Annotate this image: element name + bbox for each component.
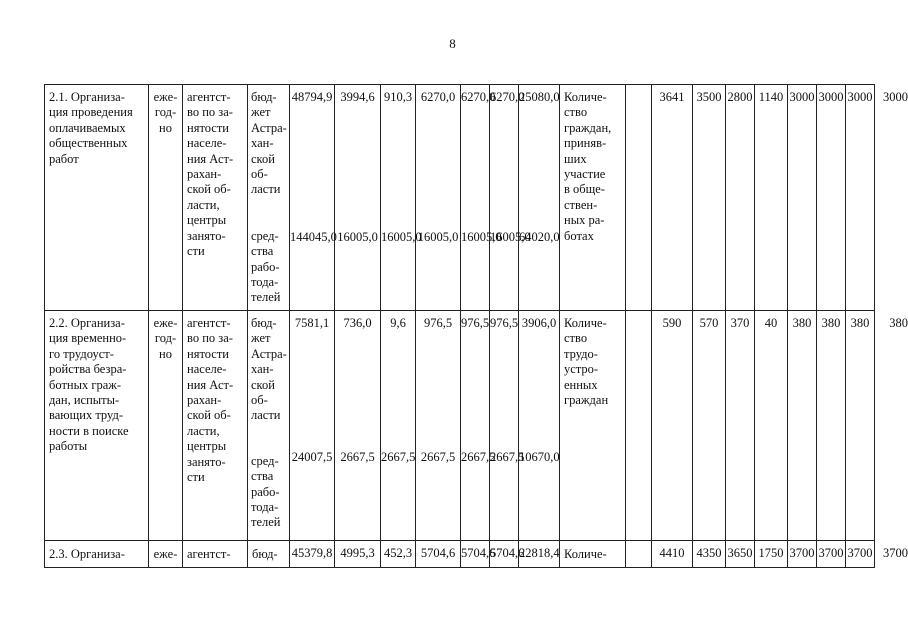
funding-cell: 3994,6 16005,0 — [335, 85, 381, 311]
target-cell: 370 — [726, 311, 755, 541]
target-cell: 3000 3000 — [846, 85, 875, 311]
source-regional-budget: бюд- жет Астра- хан- ской об- ласти — [251, 90, 287, 197]
target-cell: 590 — [652, 311, 693, 541]
source-regional-budget: бюд- жет Астра- хан- ской об- ласти — [251, 316, 287, 423]
target-cell: 380 380 — [846, 311, 875, 541]
funding-cell: 6270,0 16005,0 — [416, 85, 461, 311]
target-cell: 3700 — [788, 541, 817, 568]
target-cell: 3000 — [788, 85, 817, 311]
funding-cell: 452,3 — [381, 541, 416, 568]
measure-name-cell: 2.1. Организа- ция проведения оплачиваемых общественных работ — [45, 85, 149, 311]
funding-cell: 976,5 2667,5 — [416, 311, 461, 541]
target-cell: 3641 — [652, 85, 693, 311]
target-cell: 380 — [817, 311, 846, 541]
funding-cell: 5704,6 — [461, 541, 490, 568]
period-cell: еже- — [149, 541, 183, 568]
measures-table — [44, 84, 908, 568]
target-cell — [626, 85, 652, 311]
funding-cell: 48794,9 144045,0 — [290, 85, 335, 311]
funding-cell: 6270,0 16005,0 — [461, 85, 490, 311]
executor-cell: агентст- во по за- нятости населе- ния Аст- рахан- ской об- ласти, центры занято- сти — [183, 85, 248, 311]
target-cell: 570 — [693, 311, 726, 541]
funding-cell: 976,5 2667,5 — [461, 311, 490, 541]
table-row — [45, 311, 875, 541]
table-row — [45, 541, 875, 568]
funding-total-cell: 25080,0 64020,0 — [519, 85, 560, 311]
funding-source-cell: бюд- — [248, 541, 290, 568]
target-cell: 3700 3700 — [846, 541, 875, 568]
period-cell: еже- год- но — [149, 311, 183, 541]
indicator-cell: Количе- — [560, 541, 626, 568]
funding-cell: 5704,6 — [416, 541, 461, 568]
target-cell: 40 — [755, 311, 788, 541]
target-cell: 380 — [788, 311, 817, 541]
indicator-cell: Количе- ство трудо- устро- енных граждан — [560, 311, 626, 541]
target-cell: 4410 — [652, 541, 693, 568]
funding-total-cell: 22818,4 — [519, 541, 560, 568]
executor-cell: агентст- во по за- нятости населе- ния Аст- рахан- ской об- ласти, центры занято- сти — [183, 311, 248, 541]
funding-source-cell — [248, 311, 290, 541]
measure-name-cell: 2.3. Организа- — [45, 541, 149, 568]
target-cell — [626, 541, 652, 568]
period-cell: еже- год- но — [149, 85, 183, 311]
funding-cell: 45379,8 — [290, 541, 335, 568]
target-cell: 3700 — [817, 541, 846, 568]
target-cell: 3500 — [693, 85, 726, 311]
funding-cell: 7581,1 24007,5 — [290, 311, 335, 541]
source-employers: сред- ства рабо- тода- телей — [251, 453, 281, 530]
target-cell: 1140 — [755, 85, 788, 311]
funding-cell: 910,3 16005,0 — [381, 85, 416, 311]
indicator-cell: Количе- ство граждан, приняв- ших участие в обще- ствен- ных ра- ботах — [560, 85, 626, 311]
executor-cell: агентст- — [183, 541, 248, 568]
funding-cell: 5704,6 — [490, 541, 519, 568]
target-cell: 1750 — [755, 541, 788, 568]
target-cell: 3000 — [817, 85, 846, 311]
funding-cell: 736,0 2667,5 — [335, 311, 381, 541]
target-cell: 2800 — [726, 85, 755, 311]
source-employers: сред- ства рабо- тода- телей — [251, 228, 281, 305]
target-cell: 3650 — [726, 541, 755, 568]
page-number: 8 — [449, 36, 456, 51]
funding-total-cell: 3906,0 10670,0 — [519, 311, 560, 541]
target-cell — [626, 311, 652, 541]
measure-name-cell: 2.2. Организа- ция временно- го трудоуст- ройства безра- ботных граж- дан, испыты- вающих труд- ности в поиске работы — [45, 311, 149, 541]
funding-source-cell — [248, 85, 290, 311]
funding-cell: 4995,3 — [335, 541, 381, 568]
target-cell: 4350 — [693, 541, 726, 568]
funding-cell: 6270,0 16005,0 — [490, 85, 519, 311]
table-row — [45, 85, 875, 311]
funding-cell: 976,5 2667,5 — [490, 311, 519, 541]
funding-cell: 9,6 2667,5 — [381, 311, 416, 541]
